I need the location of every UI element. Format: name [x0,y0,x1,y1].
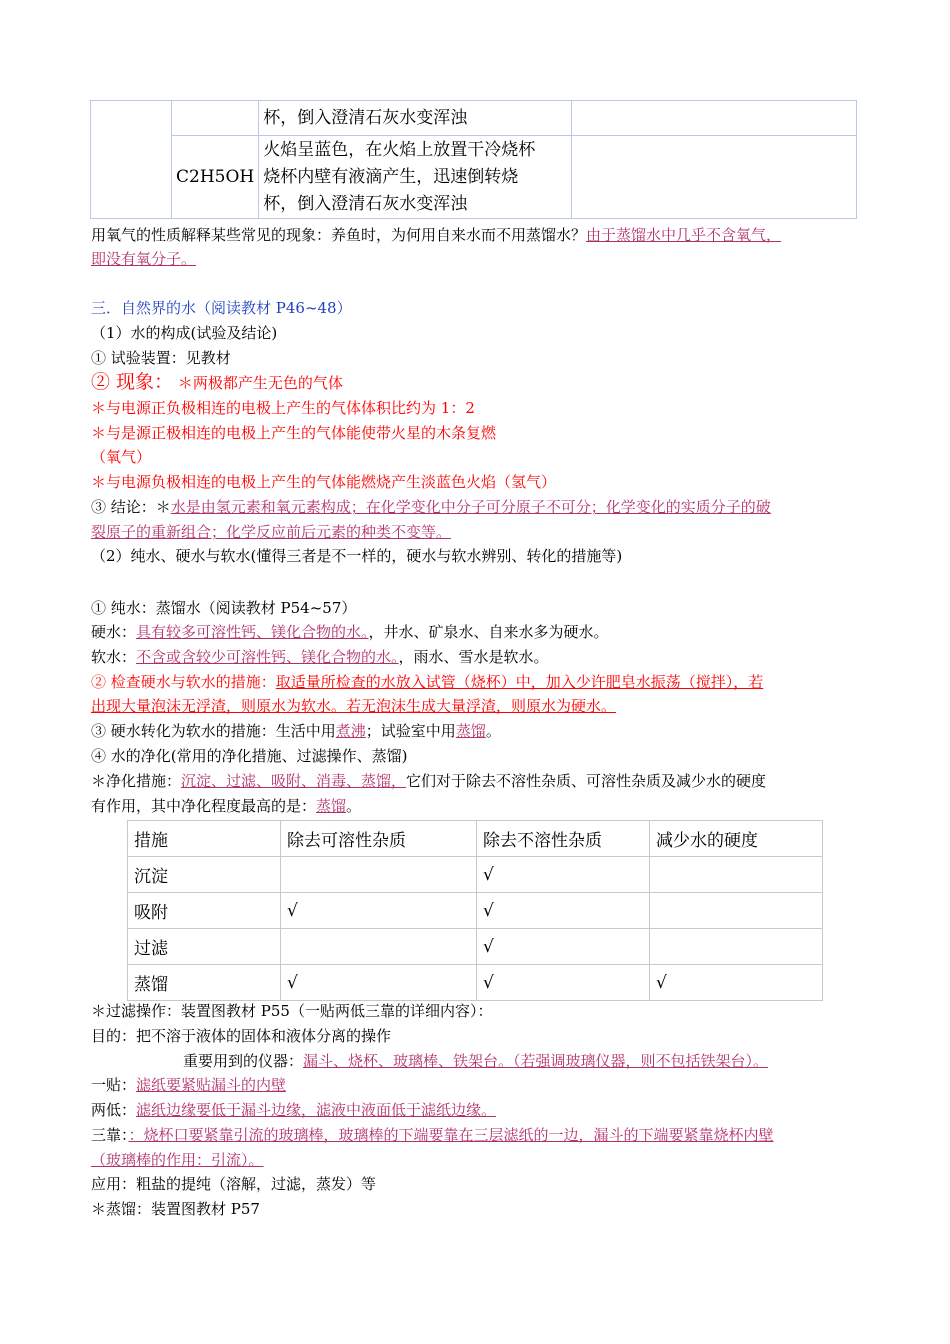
oxygen-question: 用氧气的性质解释某些常见的现象：养鱼时，为何用自来水而不用蒸馏水？由于蒸馏水中几乎不含氧气， [91,226,782,244]
table-cell: 蒸馏 [128,965,281,1001]
table-cell: √ [477,965,650,1001]
table-cell: 吸附 [128,893,281,929]
answer: ：烧杯口要紧靠引流的玻璃棒，玻璃棒的下端要靠在三层滤纸的一边，漏斗的下端要紧靠烧杯内壁 [128,1126,774,1144]
convert-line: ③ 硬水转化为软水的措施：生活中用煮沸；试验室中用蒸馏。 [91,722,501,740]
combustion-table [90,100,857,219]
table-cell [650,857,823,893]
table-header-row [128,821,823,857]
table-cell [572,136,857,219]
table-cell [172,101,259,136]
answer: 蒸馏 [455,722,486,740]
check-method-line2 [91,695,616,717]
filter-purpose: 目的：把不溶于液体的固体和液体分离的操作 [91,1027,392,1045]
table-cell: √ [477,857,650,893]
section-title: 三．自然界的水（阅读教材 P46~48） [91,299,352,317]
table-cell: √ [650,965,823,1001]
answer: 不含或含较少可溶性钙、镁化合物的水。 [136,648,399,666]
table-cell: √ [477,929,650,965]
conclusion-line2 [91,521,451,543]
answer: （玻璃棒的作用：引流）。 [91,1151,264,1169]
table-cell: 杯，倒入澄清石灰水变浑浊 [259,101,572,136]
answer: 取适量所检查的水放入试管（烧杯）中，加入少许肥皂水振荡（搅拌），若 [275,673,764,691]
filter-title: ＊过滤操作：装置图教材 P55（一贴两低三靠的详细内容）： [91,1002,493,1020]
table-row [91,136,857,219]
table-row [128,965,823,1001]
table-cell [281,929,477,965]
subheading: （1）水的构成(试验及结论) [91,324,278,342]
answer: 具有较多可溶性钙、镁化合物的水。 [136,623,369,641]
phenomenon-line: ＊与电源负极相连的电极上产生的气体能燃烧产生淡蓝色火焰（氢气） [91,473,557,491]
answer: 即没有氧分子。 [91,250,197,268]
hard-water-line: 硬水：具有较多可溶性钙、镁化合物的水。，井水、矿泉水、自来水多为硬水。 [91,623,609,641]
subheading: （2）纯水、硬水与软水(懂得三者是不一样的，硬水与软水辨别、转化的措施等) [91,547,623,565]
filter-one-stick: 一贴：滤纸要紧贴漏斗的内壁 [91,1076,287,1094]
header-cell: 减少水的硬度 [650,821,823,857]
phenomenon-line: ② 现象： ＊两极都产生无色的气体 [91,371,343,393]
phenomenon-line: ＊与电源正负极相连的电极上产生的气体体积比约为 1：2 [91,399,475,417]
table-row [128,929,823,965]
cell-line: 杯，倒入澄清石灰水变浑浊 [263,193,468,214]
header-cell: 除去不溶性杂质 [477,821,650,857]
conclusion-line: ③ 结论：＊水是由氢元素和氧元素构成；在化学变化中分子可分原子不可分；化学变化的实质分子的破 [91,498,771,516]
answer: 水是由氢元素和氧元素构成；在化学变化中分子可分原子不可分；化学变化的实质分子的破 [170,498,771,516]
header-cell: 措施 [128,821,281,857]
table-cell: √ [281,893,477,929]
table-cell [650,929,823,965]
formula-cell: C2H5OH [172,136,259,219]
table-cell: 沉淀 [128,857,281,893]
answer: 漏斗、烧杯、玻璃棒、铁架台。（若强调玻璃仪器，则不包括铁架台）。 [303,1052,769,1070]
device-line: ① 试验装置：见教材 [91,349,231,367]
table-cell [281,857,477,893]
table-row [91,101,857,136]
answer: 滤纸边缘要低于漏斗边缘，滤液中液面低于滤纸边缘。 [136,1101,497,1119]
distillation-line: ＊蒸馏：装置图教材 P57 [91,1200,260,1218]
oxygen-answer-line2 [91,248,196,270]
cell-line: 火焰呈蓝色，在火焰上放置干冷烧杯 [263,139,536,160]
purification-table [127,820,823,1001]
filter-three-lean-line2 [91,1149,264,1171]
methods-line2: 有作用，其中净化程度最高的是：蒸馏。 [91,797,362,815]
header-cell: 除去可溶性杂质 [281,821,477,857]
table-row [128,893,823,929]
answer: 由于蒸馏水中几乎不含氧气， [586,226,782,244]
table-cell: √ [281,965,477,1001]
table-cell: 过滤 [128,929,281,965]
answer: 煮沸 [335,722,366,740]
phenomenon-label: ② 现象： [91,371,174,393]
phenomenon-line: （氧气） [91,448,152,466]
answer: 裂原子的重新组合；化学反应前后元素的种类不变等。 [91,523,452,541]
purify-line: ④ 水的净化(常用的净化措施、过滤操作、蒸馏) [91,747,408,765]
answer: 出现大量泡沫无浮渣，则原水为软水。若无泡沫生成大量浮渣，则原水为硬水。 [91,697,617,715]
table-row [128,857,823,893]
table-cell [91,101,172,219]
table-cell: √ [477,893,650,929]
phenomenon-line: ＊与是源正极相连的电极上产生的气体能使带火星的木条复燃 [91,424,497,442]
filter-two-low: 两低：滤纸边缘要低于漏斗边缘，滤液中液面低于滤纸边缘。 [91,1101,497,1119]
pure-water-line: ① 纯水：蒸馏水（阅读教材 P54~57） [91,599,357,617]
check-method-line: ② 检查硬水与软水的措施：取适量所检查的水放入试管（烧杯）中，加入少许肥皂水振荡（搅拌），若 [91,673,764,691]
cell-line: 烧杯内壁有液滴产生，迅速倒转烧 [263,166,519,187]
table-cell [259,136,572,219]
answer: 沉淀、过滤、吸附、消毒、蒸馏， [181,772,407,790]
filter-three-lean: 三靠：：烧杯口要紧靠引流的玻璃棒，玻璃棒的下端要靠在三层滤纸的一边，漏斗的下端要紧靠烧杯内壁 [91,1126,774,1144]
methods-line: ＊净化措施：沉淀、过滤、吸附、消毒、蒸馏，它们对于除去不溶性杂质、可溶性杂质及减少水的硬度 [91,772,767,790]
filter-application: 应用：粗盐的提纯（溶解，过滤，蒸发）等 [91,1175,377,1193]
table-cell [572,101,857,136]
soft-water-line: 软水：不含或含较少可溶性钙、镁化合物的水。，雨水、雪水是软水。 [91,648,549,666]
answer: 蒸馏 [316,797,347,815]
answer: 滤纸要紧贴漏斗的内壁 [136,1076,287,1094]
table-cell [650,893,823,929]
filter-instruments: 重要用到的仪器：漏斗、烧杯、玻璃棒、铁架台。（若强调玻璃仪器，则不包括铁架台）。 [183,1052,769,1070]
